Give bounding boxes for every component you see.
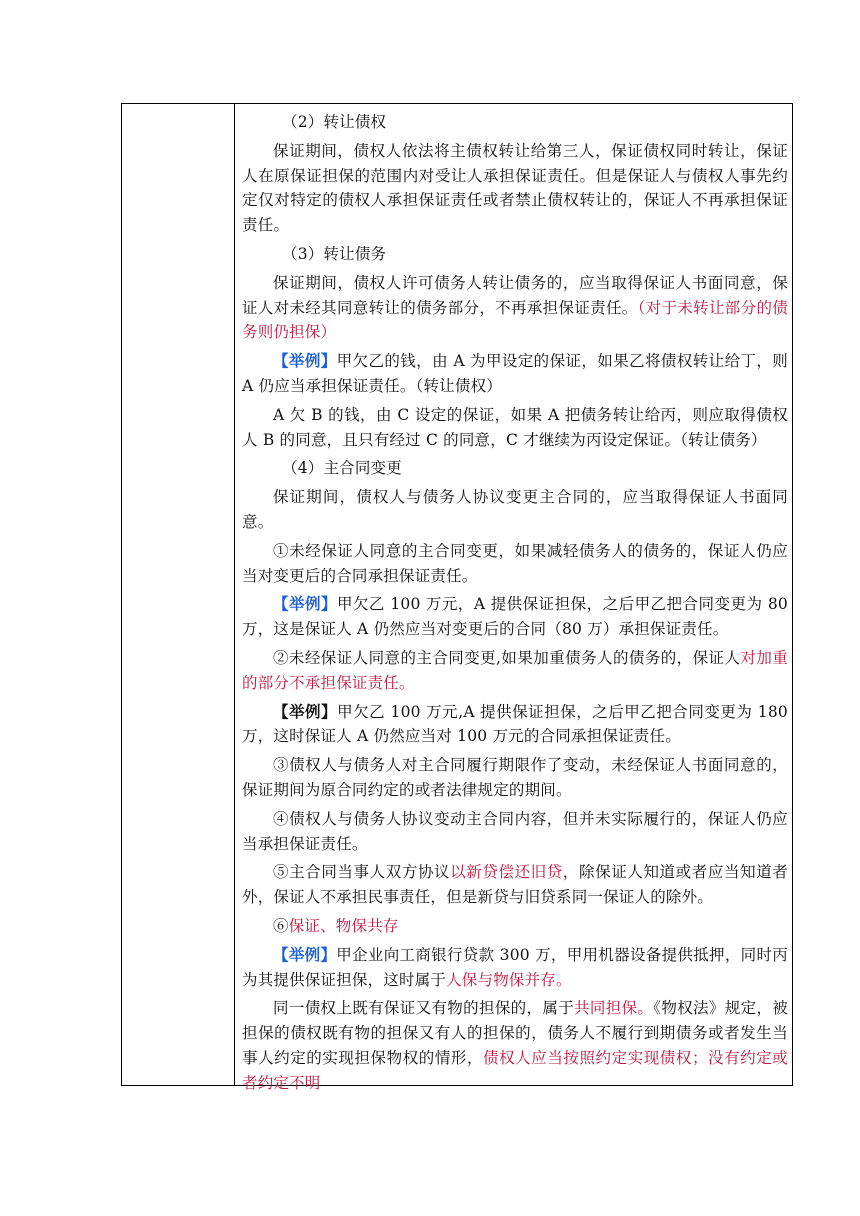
list-item: ③债权人与债务人对主合同履行期限作了变动，未经保证人书面同意的，保证期间为原合同约定的或者法律规定的期间。: [242, 756, 788, 799]
example-paragraph: [242, 943, 788, 993]
highlight-note: （对于未转让部分的债务则仍担保）: [242, 298, 788, 342]
example-paragraph: A 欠 B 的钱，由 C 设定的保证，如果 A 把债务转让给丙，则应取得债权人 B 的同意，且只有经过 C 的同意，C 才继续为丙设定保证。（转让债务）: [242, 405, 788, 449]
example-label: 【举例】: [273, 594, 337, 614]
example-text: 甲企业向工商银行贷款 300 万，甲用机器设备提供抵押，同时丙为其提供保证担保，这时属于: [242, 945, 788, 989]
content-table: [121, 103, 793, 1092]
example-text: 甲欠乙的钱，由 A 为甲设定的保证，如果乙将债权转让给丁，则 A 仍应当承担保证责任。（转让债权）: [242, 352, 788, 395]
paragraph-joint-guarantee: [242, 996, 788, 1095]
list-item-text: ⑤主合同当事人双方协议: [273, 863, 451, 882]
section-heading-contract-change: （4）主合同变更: [282, 459, 402, 478]
example-label: 【举例】: [273, 944, 337, 964]
table-content-cell: [234, 110, 794, 1092]
highlight-text: 保证、物保共存: [288, 916, 399, 935]
example-label: 【举例】: [273, 351, 337, 371]
example-paragraph: [242, 700, 788, 750]
section-heading-transfer-debt: （3）转让债务: [282, 244, 387, 263]
list-item: [242, 860, 788, 910]
paragraph-transfer-claim: 保证期间，债权人依法将主债权转让给第三人，保证债权同时转让，保证人在原保证担保的范围内对受让人承担保证责任。但是保证人与债权人事先约定仅对特定的债权人承担保证责任或者禁止债权转让的，保证人不再承担保证责任。: [242, 141, 788, 235]
list-item-text: ②未经保证人同意的主合同变更,如果加重债务人的债务的，保证人: [273, 648, 741, 667]
example-paragraph: [242, 592, 788, 642]
paragraph-transfer-debt: [242, 271, 788, 345]
paragraph-text: 同一债权上既有保证又有物的担保的，属于: [273, 999, 575, 1018]
list-item: [242, 914, 788, 939]
highlight-text: 对加重的部分不承担保证责任。: [242, 648, 788, 692]
paragraph-text: 保证期间，债权人许可债务人转让债务的，应当取得保证人书面同意，保证人对未经其同意转让的债务部分，不再承担保证责任。: [242, 273, 788, 317]
list-item-text: ，除保证人知道或者应当知道者外，保证人不承担民事责任，但是新贷与旧贷系同一保证人的除外。: [242, 863, 788, 907]
example-paragraph: [242, 349, 788, 399]
list-item: ①未经保证人同意的主合同变更，如果减轻债务人的债务的，保证人仍应当对变更后的合同承担保证责任。: [242, 541, 788, 585]
paragraph-contract-change: 保证期间，债权人与债务人协议变更主合同的，应当取得保证人书面同意。: [242, 488, 788, 531]
paragraph-text: 《物权法》规定，被担保的债权既有物的担保又有人的担保的，债务人不履行到期债务或者发生当事人约定的实现担保物权的情形，: [242, 999, 788, 1067]
highlight-text: 人保与物保并存。: [446, 970, 572, 989]
highlight-text: 债权人应当按照约定实现债权；没有约定或者约定不明: [242, 1048, 788, 1092]
section-heading-transfer-claim: （2）转让债权: [282, 113, 387, 131]
list-item-text: ⑥: [273, 916, 289, 935]
example-text: 甲欠乙 100 万元，A 提供保证担保，之后甲乙把合同变更为 80 万，这是保证人 A 仍然应当对变更后的合同（80 万）承担保证责任。: [242, 595, 788, 639]
highlight-text: 以新贷偿还旧贷: [450, 863, 563, 882]
example-text: 甲欠乙 100 万元,A 提供保证担保，之后甲乙把合同变更为 180 万，这时保证人 A 仍然应当对 100 万元的合同承担保证责任。: [242, 702, 788, 746]
table-left-column: [122, 104, 235, 1085]
list-item: ④债权人与债务人协议变动主合同内容，但并未实际履行的，保证人仍应当承担保证责任。: [242, 809, 788, 853]
list-item: [242, 646, 788, 696]
highlight-text: 共同担保。: [574, 999, 654, 1018]
example-label: 【举例】: [273, 701, 338, 721]
